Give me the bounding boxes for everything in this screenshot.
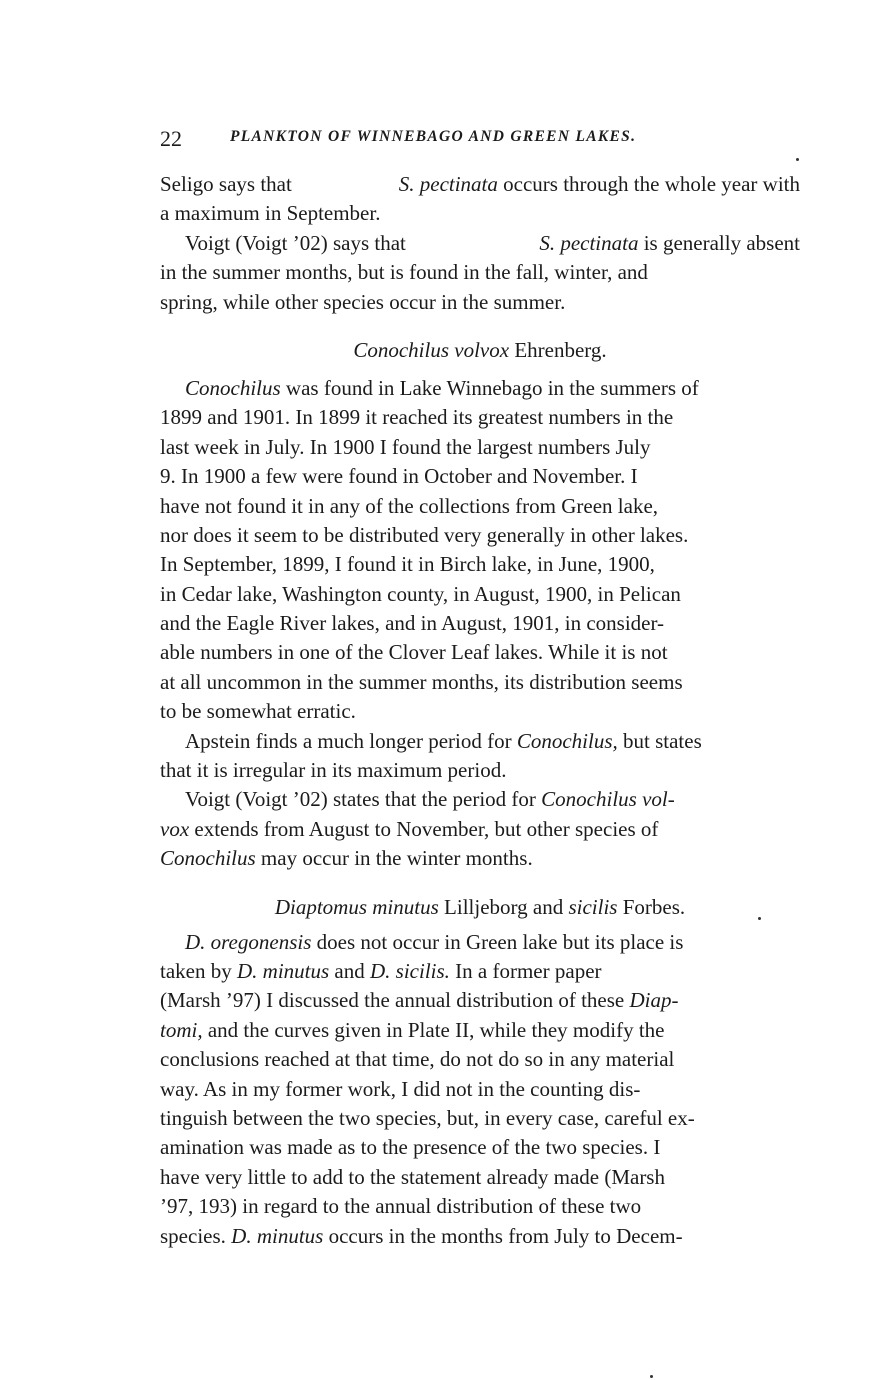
page-number: 22 [160,126,182,151]
text-line: tomi, and the curves given in Plate II, while they modify the [160,1017,665,1042]
text-line: ’97, 193) in regard to the annual distribution of these two [160,1194,642,1219]
text-line: 1899 and 1901. In 1899 it reached its greatest numbers in the [160,405,674,430]
text-line: Voigt (Voigt ’02) says that S. pectinata is generally absent [185,230,800,255]
print-speck [796,158,799,161]
text-line: Conochilus was found in Lake Winnebago in the summers of [185,375,699,400]
text-line: Apstein finds a much longer period for Conochilus, but states [185,728,702,753]
print-speck [650,1375,653,1378]
text-line: have not found it in any of the collections from Green lake, [160,493,659,518]
text-line: in Cedar lake, Washington county, in August, 1900, in Pelican [160,581,681,606]
text-line: D. oregonensis does not occur in Green lake but its place is [185,929,684,954]
text-line: nor does it seem to be distributed very generally in other lakes. [160,522,689,547]
section-heading-diaptomus: Diaptomus minutus Lilljeborg and sicilis Forbes. [274,894,686,919]
text-line: 9. In 1900 a few were found in October and November. I [160,464,638,489]
text-line: conclusions reached at that time, do not do so in any material [160,1047,675,1072]
text-line: a maximum in September. [160,201,381,226]
text-line: (Marsh ’97) I discussed the annual distribution of these Diap- [160,988,679,1013]
text-line: last week in July. In 1900 I found the largest numbers July [160,434,651,459]
text-line: have very little to add to the statement already made (Marsh [160,1164,665,1189]
text-line: Voigt (Voigt ’02) states that the period for Conochilus vol- [185,787,675,812]
text-line: spring, while other species occur in the summer. [160,289,566,314]
page-header [160,124,800,156]
text-line: to be somewhat erratic. [160,699,356,724]
section-heading-conochilus: Conochilus volvox Ehrenberg. [353,337,607,362]
text-line: Conochilus may occur in the winter months. [160,846,533,871]
text-line: In September, 1899, I found it in Birch lake, in June, 1900, [160,552,655,577]
text-line: vox extends from August to November, but other species of [160,816,659,841]
running-title: PLANKTON OF WINNEBAGO AND GREEN LAKES. [230,128,637,145]
text-line: amination was made as to the presence of the two species. I [160,1135,661,1160]
text-line: Seligo says that S. pectinata occurs through the whole year with [160,172,800,196]
text-line: that it is irregular in its maximum period. [160,758,507,783]
text-line: taken by D. minutus and D. sicilis. In a former paper [160,958,602,983]
text-line: species. D. minutus occurs in the months from July to Decem- [160,1223,683,1248]
text-line: tinguish between the two species, but, in every case, careful ex- [160,1105,695,1130]
text-line: at all uncommon in the summer months, its distribution seems [160,669,683,694]
text-line: and the Eagle River lakes, and in August, 1901, in consider- [160,611,665,636]
text-line: in the summer months, but is found in the fall, winter, and [160,260,648,285]
body-text [160,170,800,1251]
text-line: able numbers in one of the Clover Leaf lakes. While it is not [160,640,668,665]
text-line: way. As in my former work, I did not in the counting dis- [160,1076,641,1101]
